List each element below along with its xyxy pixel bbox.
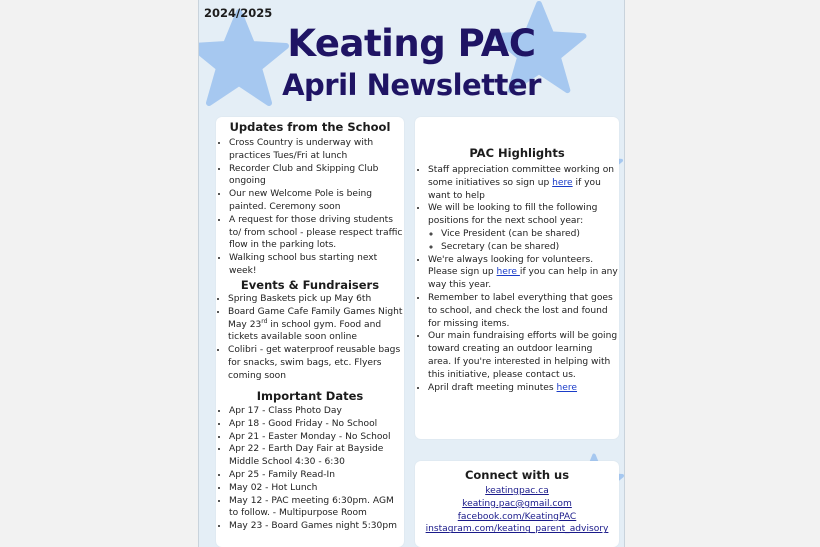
- instagram-link[interactable]: instagram.com/keating_parent_advisory: [425, 524, 609, 535]
- events-list: [215, 293, 406, 383]
- list-item: • Staff appreciation committee working on some initiatives so sign up here if you want to help: [428, 164, 618, 202]
- list-item: • Apr 17 - Class Photo Day: [229, 405, 405, 418]
- events-heading: Events & Fundraisers: [240, 278, 380, 292]
- connect-heading: Connect with us: [464, 468, 570, 482]
- list-item: • Our new Welcome Pole is being painted. Ceremony soon: [229, 188, 405, 214]
- list-item: • Spring Baskets pick up May 6th: [228, 293, 406, 306]
- list-item: • Apr 18 - Good Friday - No School: [229, 418, 405, 431]
- left-content-panel: [216, 117, 404, 547]
- connect-links: [415, 485, 619, 536]
- list-item: • Apr 21 - Easter Monday - No School: [229, 431, 405, 444]
- list-item: • April draft meeting minutes here: [428, 382, 618, 395]
- list-item: • May 12 - PAC meeting 6:30pm. AGM to follow. - Multipurpose Room: [229, 495, 405, 521]
- updates-heading: Updates from the School: [229, 120, 391, 134]
- list-item: • Cross Country is underway with practices Tues/Fri at lunch: [229, 137, 405, 163]
- list-item: • We're always looking for volunteers. Please sign up here if you can help in any way this year.: [428, 254, 618, 292]
- website-link[interactable]: keatingpac.ca: [485, 486, 549, 496]
- volunteer-signup-link[interactable]: here: [496, 267, 520, 278]
- dates-heading: Important Dates: [256, 389, 364, 403]
- newsletter-subtitle: April Newsletter: [282, 68, 541, 102]
- highlights-heading: PAC Highlights: [469, 146, 565, 160]
- list-item: • Apr 25 - Family Read-In: [229, 469, 405, 482]
- list-item: • May 02 - Hot Lunch: [229, 482, 405, 495]
- list-item: • A request for those driving students to/ from school - please respect traffic flow in the parking lots.: [229, 214, 405, 252]
- highlights-list: [415, 164, 618, 394]
- signup-link[interactable]: here: [552, 177, 573, 188]
- list-item: ◦ Secretary (can be shared): [441, 241, 618, 254]
- list-item: • We will be looking to fill the following positions for the next school year: ◦ Vice President (can be shared) ◦ Secretary (can be shared): [428, 202, 618, 253]
- positions-sublist: [428, 228, 618, 254]
- school-year: 2024/2025: [204, 6, 273, 20]
- facebook-link[interactable]: facebook.com/KeatingPAC: [457, 511, 577, 522]
- list-item: • Recorder Club and Skipping Club ongoing: [229, 163, 405, 189]
- updates-list: [216, 137, 405, 278]
- list-item: • Remember to label everything that goes to school, and check the lost and found for missing items.: [428, 292, 618, 330]
- list-item: • Walking school bus starting next week!: [229, 252, 405, 278]
- meeting-minutes-link[interactable]: here: [556, 382, 578, 393]
- list-item: • Board Game Cafe Family Games Night May 23rd in school gym. Food and tickets available soon online: [228, 306, 406, 344]
- list-item: • Apr 22 - Earth Day Fair at Bayside Middle School 4:30 - 6:30: [229, 443, 405, 469]
- dates-list: [216, 405, 405, 533]
- list-item: • Colibri - get waterproof reusable bags for snacks, swim bags, etc. Flyers coming soon: [228, 344, 406, 382]
- list-item: ◦ Vice President (can be shared): [441, 228, 618, 241]
- email-link[interactable]: keating.pac@gmail.com: [462, 498, 572, 509]
- connect-panel: [415, 461, 619, 547]
- pac-highlights-panel: [415, 117, 619, 439]
- list-item: • May 23 - Board Games night 5:30pm: [229, 520, 405, 533]
- newsletter-title: Keating PAC: [287, 22, 536, 65]
- list-item: • Our main fundraising efforts will be going toward creating an outdoor learning area. If you're interested in helping with this initiative, please contact us.: [428, 330, 618, 381]
- newsletter-page: [198, 0, 625, 547]
